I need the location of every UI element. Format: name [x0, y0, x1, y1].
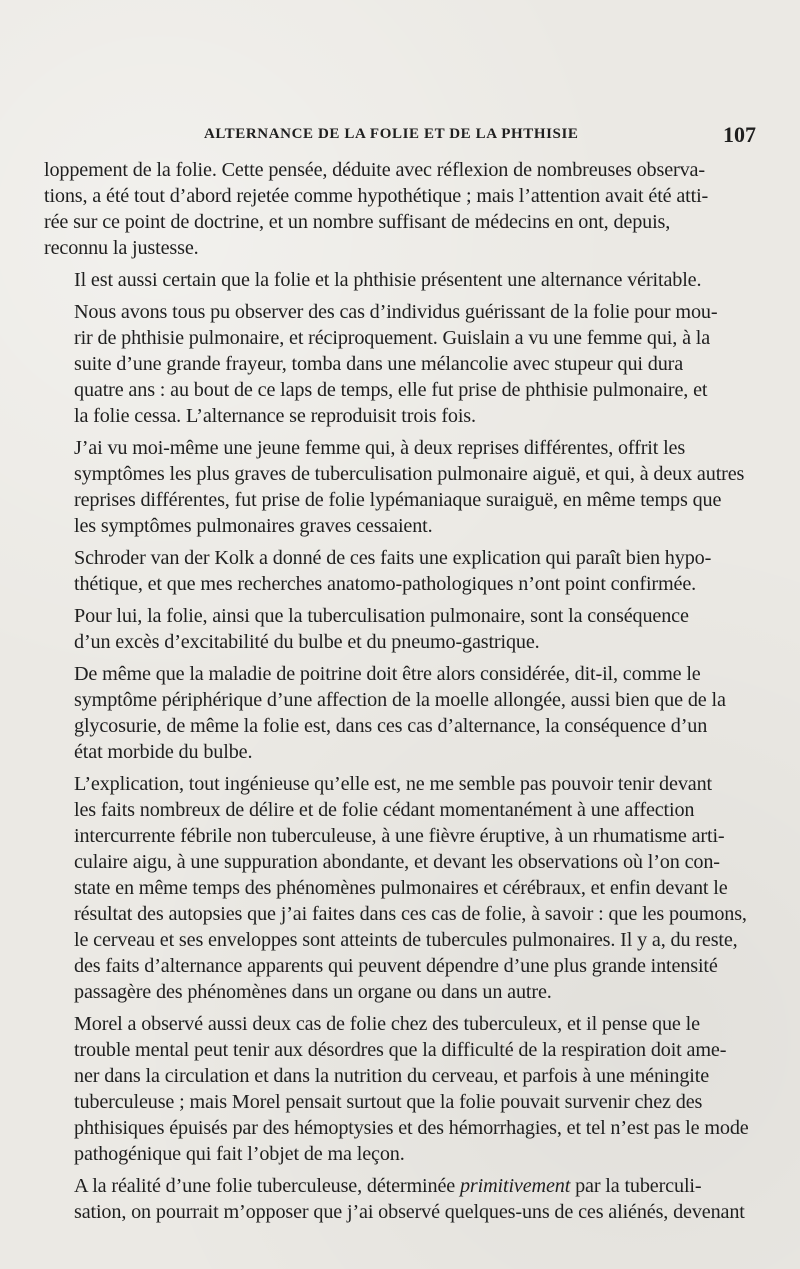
text-line: Nous avons tous pu observer des cas d’individus guérissant de la folie pour mou- [74, 301, 718, 323]
text-line: trouble mental peut tenir aux désordres que la difficulté de la respiration doit ame- [74, 1039, 727, 1061]
text-line: pathogénique qui fait l’objet de ma leçon. [74, 1143, 405, 1165]
text-line: Schroder van der Kolk a donné de ces faits une explication qui paraît bien hypo- [74, 547, 712, 569]
text-line: De même que la maladie de poitrine doit être alors considérée, dit-il, comme le [74, 663, 701, 685]
text-line: rée sur ce point de doctrine, et un nombre suffisant de médecins en ont, depuis, [44, 211, 671, 233]
text-line: tuberculeuse ; mais Morel pensait surtout que la folie pouvait survenir chez des [74, 1091, 703, 1113]
text-line: loppement de la folie. Cette pensée, déduite avec réflexion de nombreuses observa- [44, 159, 705, 181]
text-line: phthisiques épuisés par des hémoptysies et des hémorrhagies, et tel n’est pas le mode [74, 1117, 749, 1139]
text-line: des faits d’alternance apparents qui peuvent dépendre d’une plus grande intensité [74, 955, 718, 977]
paragraph-9 [44, 1011, 756, 1167]
text-line: symptôme périphérique d’une affection de la moelle allongée, aussi bien que de la [74, 689, 726, 711]
paragraph-6 [44, 603, 756, 655]
text-line: L’explication, tout ingénieuse qu’elle est, ne me semble pas pouvoir tenir devant [74, 773, 712, 795]
text-line: tions, a été tout d’abord rejetée comme hypothétique ; mais l’attention avait été atti- [44, 185, 709, 207]
text-line: résultat des autopsies que j’ai faites dans ces cas de folie, à savoir : que les poumons, [74, 903, 747, 925]
text-line: les symptômes pulmonaires graves cessaient. [74, 515, 433, 537]
page-header [44, 122, 756, 150]
text-line: Pour lui, la folie, ainsi que la tuberculisation pulmonaire, sont la conséquence [74, 605, 689, 627]
text-run: par la tuberculi- [570, 1175, 702, 1197]
paragraph-7 [44, 661, 756, 765]
text-line: thétique, et que mes recherches anatomo-pathologiques n’ont point confirmée. [74, 573, 697, 595]
text-line: Morel a observé aussi deux cas de folie chez des tuberculeux, et il pense que le [74, 1013, 700, 1035]
text-line: les faits nombreux de délire et de folie cédant momentanément à une affection [74, 799, 695, 821]
text-line: rir de phthisie pulmonaire, et réciproquement. Guislain a vu une femme qui, à la [74, 327, 711, 349]
text-line: glycosurie, de même la folie est, dans ces cas d’alternance, la conséquence d’un [74, 715, 708, 737]
text-line: ner dans la circulation et dans la nutrition du cerveau, et parfois à une méningite [74, 1065, 709, 1087]
text-line: Il est aussi certain que la folie et la phthisie présentent une alternance véritable. [74, 269, 702, 291]
paragraph-10 [44, 1173, 756, 1225]
text-line: reprises différentes, fut prise de folie lypémaniaque suraiguë, en même temps que [74, 489, 722, 511]
text-line: culaire aigu, à une suppuration abondante, et devant les observations où l’on con- [74, 851, 720, 873]
paragraph-1 [44, 157, 756, 261]
text-line: état morbide du bulbe. [74, 741, 253, 763]
page-body [44, 157, 756, 1231]
text-line: la folie cessa. L’alternance se reproduisit trois fois. [74, 405, 476, 427]
page-number: 107 [723, 122, 756, 147]
text-line: le cerveau et ses enveloppes sont atteints de tubercules pulmonaires. Il y a, du reste, [74, 929, 738, 951]
paragraph-5 [44, 545, 756, 597]
italic-emphasis: primitivement [459, 1175, 571, 1197]
text-line: reconnu la justesse. [44, 237, 199, 259]
paragraph-2 [44, 267, 756, 293]
text-line: state en même temps des phénomènes pulmonaires et cérébraux, et enfin devant le [74, 877, 728, 899]
text-line: d’un excès d’excitabilité du bulbe et du pneumo-gastrique. [74, 631, 540, 653]
running-head: ALTERNANCE DE LA FOLIE ET DE LA PHTHISIE [204, 126, 579, 142]
text-run: A la réalité d’une folie tuberculeuse, déterminée [74, 1175, 460, 1197]
paragraph-4 [44, 435, 756, 539]
text-line: quatre ans : au bout de ce laps de temps, elle fut prise de phthisie pulmonaire, et [74, 379, 708, 401]
text-line: intercurrente fébrile non tuberculeuse, à une fièvre éruptive, à un rhumatisme arti- [74, 825, 725, 847]
text-line: sation, on pourrait m’opposer que j’ai observé quelques-uns de ces aliénés, devenant [74, 1201, 745, 1223]
text-line: J’ai vu moi-même une jeune femme qui, à deux reprises différentes, offrit les [74, 437, 686, 459]
text-line [44, 1173, 756, 1199]
paragraph-8 [44, 771, 756, 1005]
text-line: suite d’une grande frayeur, tomba dans une mélancolie avec stupeur qui dura [74, 353, 684, 375]
text-line: symptômes les plus graves de tuberculisation pulmonaire aiguë, et qui, à deux autres [74, 463, 745, 485]
paragraph-3 [44, 299, 756, 429]
text-line: passagère des phénomènes dans un organe ou dans un autre. [74, 981, 552, 1003]
